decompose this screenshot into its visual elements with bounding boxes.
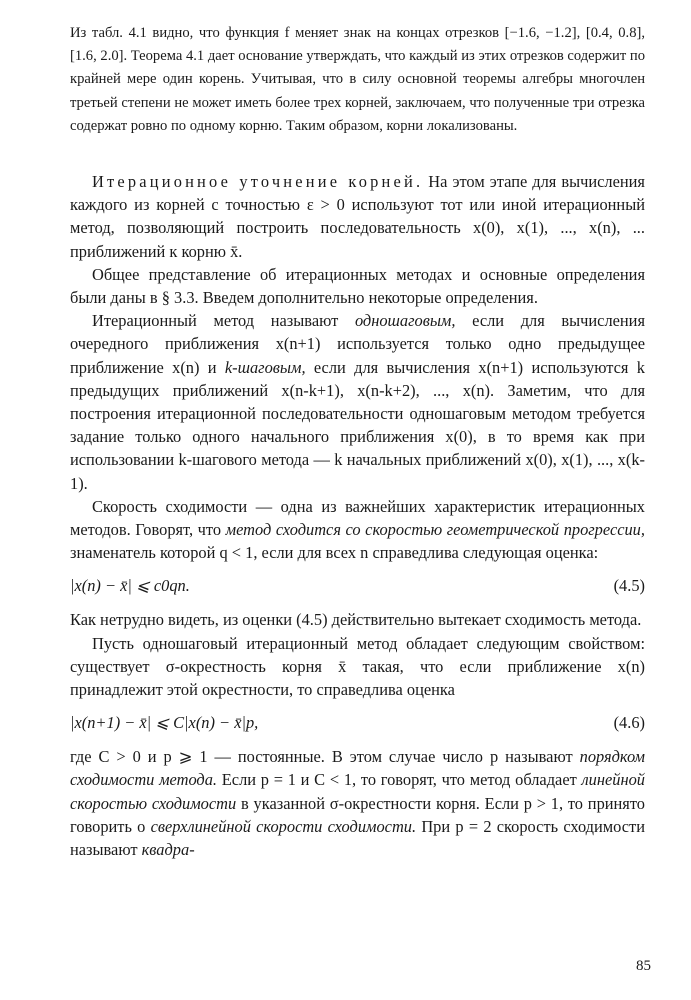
- formula-4-6: [70, 701, 645, 745]
- term-linear: линейной скоростью сходимости: [70, 770, 645, 813]
- term-one-step: одношаговым,: [354, 311, 456, 331]
- section-heading: Итерационное уточнение корней.: [92, 172, 424, 192]
- term-quadratic: квадра-: [141, 840, 195, 860]
- paragraph-localization: Из табл. 4.1 видно, что функция f меняет знак на концах отрезков [−1.6, −1.2], [0.4, 0.8], [1.6, 2.0]. Теорема 4.1 дает основание утверждать, что каждый из этих отрезков содержит по крайней мере один корень. Учитывая, что в силу основной теоремы алгебры многочлен третьей степени не может иметь более трех корней, заключаем, что полученные три отрезка содержат ровно по одному корню. Таким образом, корни локализованы.: [70, 25, 645, 134]
- term-geometric-convergence: метод сходится со скоростью геометрической прогрессии,: [225, 520, 645, 540]
- paragraph-sigma-neighborhood: Пусть одношаговый итерационный метод обладает следующим свойством: существует σ-окрестность корня x̄ такая, что если приближение x(n) принадлежит этой окрестности, то справедлива оценка: [70, 633, 645, 700]
- paragraph-order-of-convergence: где C > 0 и p ⩾ 1 — постоянные. В этом случае число p называют порядком сходимости метода. Если p = 1 и C < 1, то говорят, что метод обладает линейной скоростью сходимости в указанной σ-окрестности корня. Если p > 1, то принято говорить о сверхлинейной скорости сходимости. При p = 2 скорость сходимости называют квадра-: [70, 747, 645, 860]
- formula-number: (4.6): [613, 713, 645, 733]
- paragraph-convergence-rate: Скорость сходимости — одна из важнейших характеристик итерационных методов. Говорят, что метод сходится со скоростью геометрической прогрессии, знаменатель которой q < 1, если для всех n справедлива следующая оценка:: [70, 496, 645, 563]
- term-order: порядком сходимости метода.: [70, 747, 645, 790]
- paragraph-convergence-follows: Как нетрудно видеть, из оценки (4.5) действительно вытекает сходимость метода.: [70, 610, 642, 630]
- formula-4-5: [70, 564, 645, 608]
- paragraph-one-step-method: Итерационный метод называют одношаговым, если для вычисления очередного приближения x(n+1) используется только одно предыдущее приближение x(n) и k-шаговым, если для вычисления x(n+1) используются k предыдущих приближений x(n-k+1), x(n-k+2), ..., x(n). Заметим, что для построения итерационной последовательности одношаговым методом требуется задание только одного начального приближения x(0), в то время как при использовании k-шагового метода — k начальных приближений x(0), x(1), ..., x(k-1).: [70, 311, 645, 493]
- term-k-step: k-шаговым,: [224, 357, 306, 377]
- paragraph-iterative-refinement: [70, 170, 645, 263]
- paragraph-definitions-intro: Общее представление об итерационных методах и основные определения были даны в § 3.3. Введем дополнительно некоторые определения.: [70, 264, 645, 308]
- formula-expression: |x(n) − x̄| ⩽ c0qn.: [70, 576, 190, 596]
- paragraph-text: На этом этапе для вычисления каждого из корней с точностью ε > 0 используют тот или иной итерационный метод, позволяющий построить последовательность x(0), x(1), ..., x(n), ... приближений к корню x̄.: [70, 172, 645, 261]
- page-number: 85: [636, 958, 651, 974]
- formula-expression: |x(n+1) − x̄| ⩽ C|x(n) − x̄|p,: [70, 713, 259, 733]
- page-body: [70, 22, 645, 861]
- formula-number: (4.5): [613, 576, 645, 596]
- term-superlinear: сверхлинейной скорости сходимости.: [150, 816, 417, 836]
